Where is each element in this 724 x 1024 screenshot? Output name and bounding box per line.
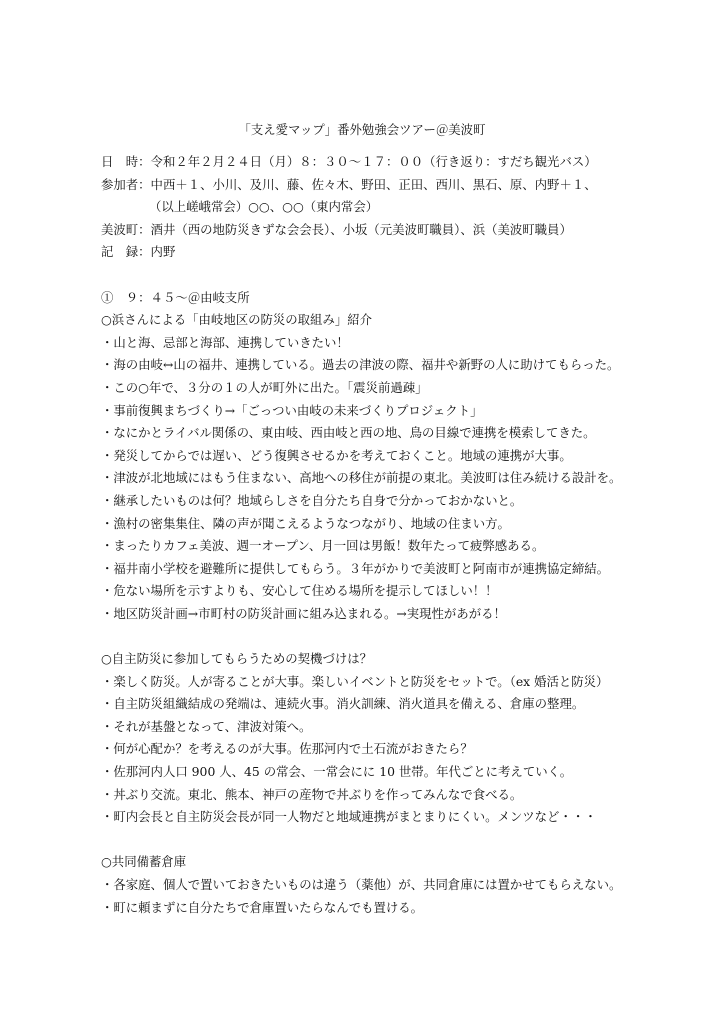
- list-item: ・まったりカフェ美波、週一オープン、月一回は男飯！数年たって疲弊感ある。: [101, 538, 545, 554]
- section-heading: ○共同備蓄倉庫: [101, 854, 187, 870]
- minami-members-line: 美波町：酒井（西の地防災きずな会会長）、小坂（元美波町職員）、浜（美波町職員）: [101, 221, 572, 237]
- list-item: ・この○年で、３分の１の人が町外に出た。「震災前過疎」: [101, 379, 428, 395]
- section-subheading: ○浜さんによる「由岐地区の防災の取組み」紹介: [101, 312, 373, 328]
- list-item: ・何が心配か？を考えるのが大事。佐那河内で土石流がおきたら？: [101, 741, 473, 757]
- list-item: ・なにかとライバル関係の、東由岐、西由岐と西の地、鳥の目線で連携を模索してきた。: [101, 425, 596, 441]
- participants-continued-line: （以上嵯峨常会）○○、○○（東内常会）: [149, 199, 379, 215]
- list-item: ・それが基盤となって、津波対策へ。: [101, 718, 312, 734]
- list-item: ・自主防災組織結成の発端は、連続火事。消火訓練、消火道具を備える、倉庫の整理。: [101, 696, 585, 712]
- schedule-line: 日 時：令和２年２月２４日（月）８：３０～１７：００（行き返り：すだち観光バス）: [101, 154, 597, 169]
- list-item: ・佐那河内人口 900 人、45 の常会、一常会にに 10 世帯。年代ごとに考えていく。: [101, 764, 573, 780]
- list-item: ・地区防災計画→市町村の防災計画に組み込まれる。→実現性があがる！: [101, 605, 506, 621]
- list-item: ・町に頼まずに自分たちで倉庫置いたらなんでも置ける。: [101, 899, 424, 915]
- list-item: ・継承したいものは何？地域らしさを自分たち自身で分かっておかないと。: [101, 492, 523, 508]
- list-item: ・危ない場所を示すよりも、安心して住める場所を提示してほしい！！: [101, 583, 498, 599]
- section-heading: ① ９：４５～＠由岐支所: [101, 289, 250, 305]
- list-item: ・丼ぶり交流。東北、熊本、神戸の産物で丼ぶりを作ってみんなで食べる。: [101, 786, 523, 802]
- blank-line: [101, 625, 701, 648]
- list-item: ・山と海、忌部と海部、連携していきたい！: [101, 334, 349, 350]
- list-item: ・発災してからでは遅い、どう復興させるかを考えておくこと。地域の連携が大事。: [101, 447, 572, 463]
- list-item: ・各家庭、個人で置いておきたいものは違う（薬他）が、共同倉庫には置かせてもらえない。: [101, 877, 622, 892]
- document-body: [101, 151, 701, 919]
- list-item: ・漁村の密集集住、隣の声が聞こえるようなつながり、地域の住まい方。: [101, 515, 510, 531]
- blank-line: [101, 829, 701, 852]
- section-heading: ○自主防災に参加してもらうための契機づけは？: [101, 651, 373, 667]
- list-item: ・楽しく防災。人が寄ることが大事。楽しいイベントと防災をセットで。（ex 婚活と防災）: [101, 673, 609, 689]
- participants-line: 参加者：中西＋１、小川、及川、藤、佐々木、野田、正田、西川、黒石、原、内野＋１、: [101, 176, 597, 192]
- list-item: ・海の由岐↔山の福井、連携している。過去の津波の際、福井や新野の人に助けてもらった。: [101, 357, 620, 373]
- list-item: ・事前復興まちづくり→「ごっつい由岐の未来づくりプロジェクト」: [101, 402, 483, 418]
- recorder-line: 記 録：内野: [101, 244, 176, 260]
- list-item: ・町内会長と自主防災会長が同一人物だと地域連携がまとまりにくい。メンツなど・・・: [101, 809, 597, 825]
- list-item: ・津波が北地域にはもう住まない、高地への移住が前提の東北。美波町は住み続ける設計を。: [101, 470, 622, 486]
- blank-line: [101, 264, 701, 287]
- document-title: 「支え愛マップ」番外勉強会ツアー＠美波町: [238, 122, 486, 137]
- list-item: ・福井南小学校を避難所に提供してもらう。３年がかりで美波町と阿南市が連携協定締結。: [101, 560, 610, 576]
